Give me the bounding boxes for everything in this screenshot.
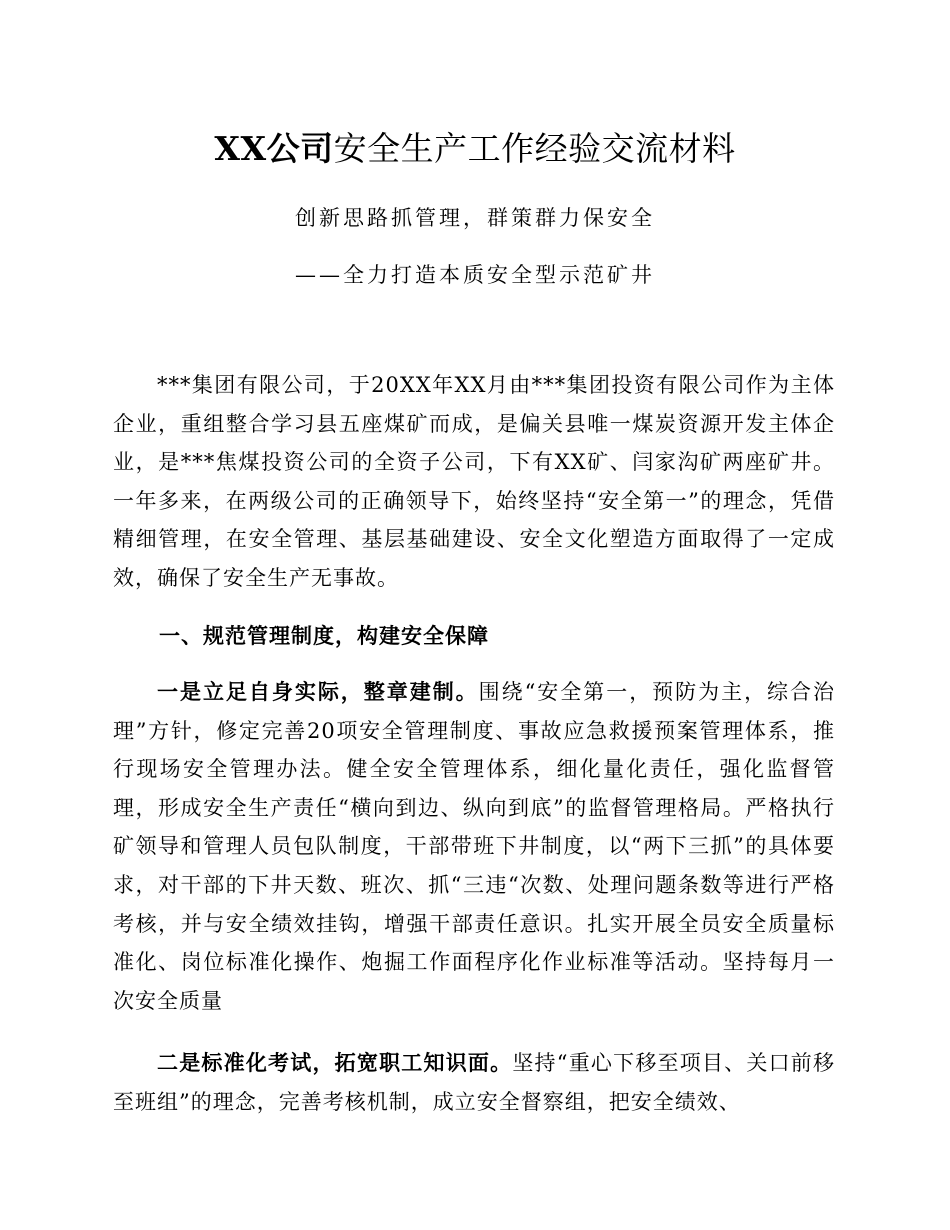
title-text: 安全生产工作经验交流材料 [333, 129, 736, 168]
paragraph-lead: 二是标准化考试，拓宽职工知识面。 [157, 1050, 513, 1075]
document-title [0, 126, 950, 172]
paragraph-body: 围绕“安全第一，预防为主，综合治理”方针，修定完善20项安全管理制度、事故应急救援预案管理体系，推行现场安全管理办法。健全安全管理体系，细化量化责任，强化监督管理，形成安全生产责任“横向到边、纵向到底”的监督管理格局。严格执行矿领导和管理人员包队制度，干部带班下井制度，以“两下三抓”的具体要求，对干部的下井天数、班次、抓“三违“次数、处理问题条数等进行严格考核，并与安全绩效挂钩，增强干部责任意识。扎实开展全员安全质量标准化、岗位标准化操作、炮掘工作面程序化作业标准等活动。坚持每月一次安全质量 [113, 680, 835, 1013]
paragraph-lead: 一是立足自身实际，整章建制。 [157, 679, 479, 704]
document-subtitle-secondary: ——全力打造本质安全型示范矿井 [295, 263, 655, 287]
body-paragraph-2 [113, 1044, 835, 1121]
section-heading: 一、规范管理制度，构建安全保障 [159, 623, 489, 648]
body-paragraph-1 [113, 673, 835, 1020]
document-subtitle: 创新思路抓管理，群策群力保安全 [295, 206, 655, 230]
paragraph-body: 坚持“重心下移至项目、关口前移至班组”的理念，完善考核机制，成立安全督察组，把安全绩效、 [113, 1051, 835, 1114]
title-company: XX公司 [214, 129, 334, 168]
intro-paragraph: ***集团有限公司，于20XX年XX月由***集团投资有限公司作为主体企业，重组整合学习县五座煤矿而成，是偏关县唯一煤炭资源开发主体企业，是***焦煤投资公司的全资子公司，下有XX矿、闫家沟矿两座矿井。一年多来，在两级公司的正确领导下，始终坚持“安全第一”的理念，凭借精细管理，在安全管理、基层基础建设、安全文化塑造方面取得了一定成效，确保了安全生产无事故。 [113, 373, 835, 590]
